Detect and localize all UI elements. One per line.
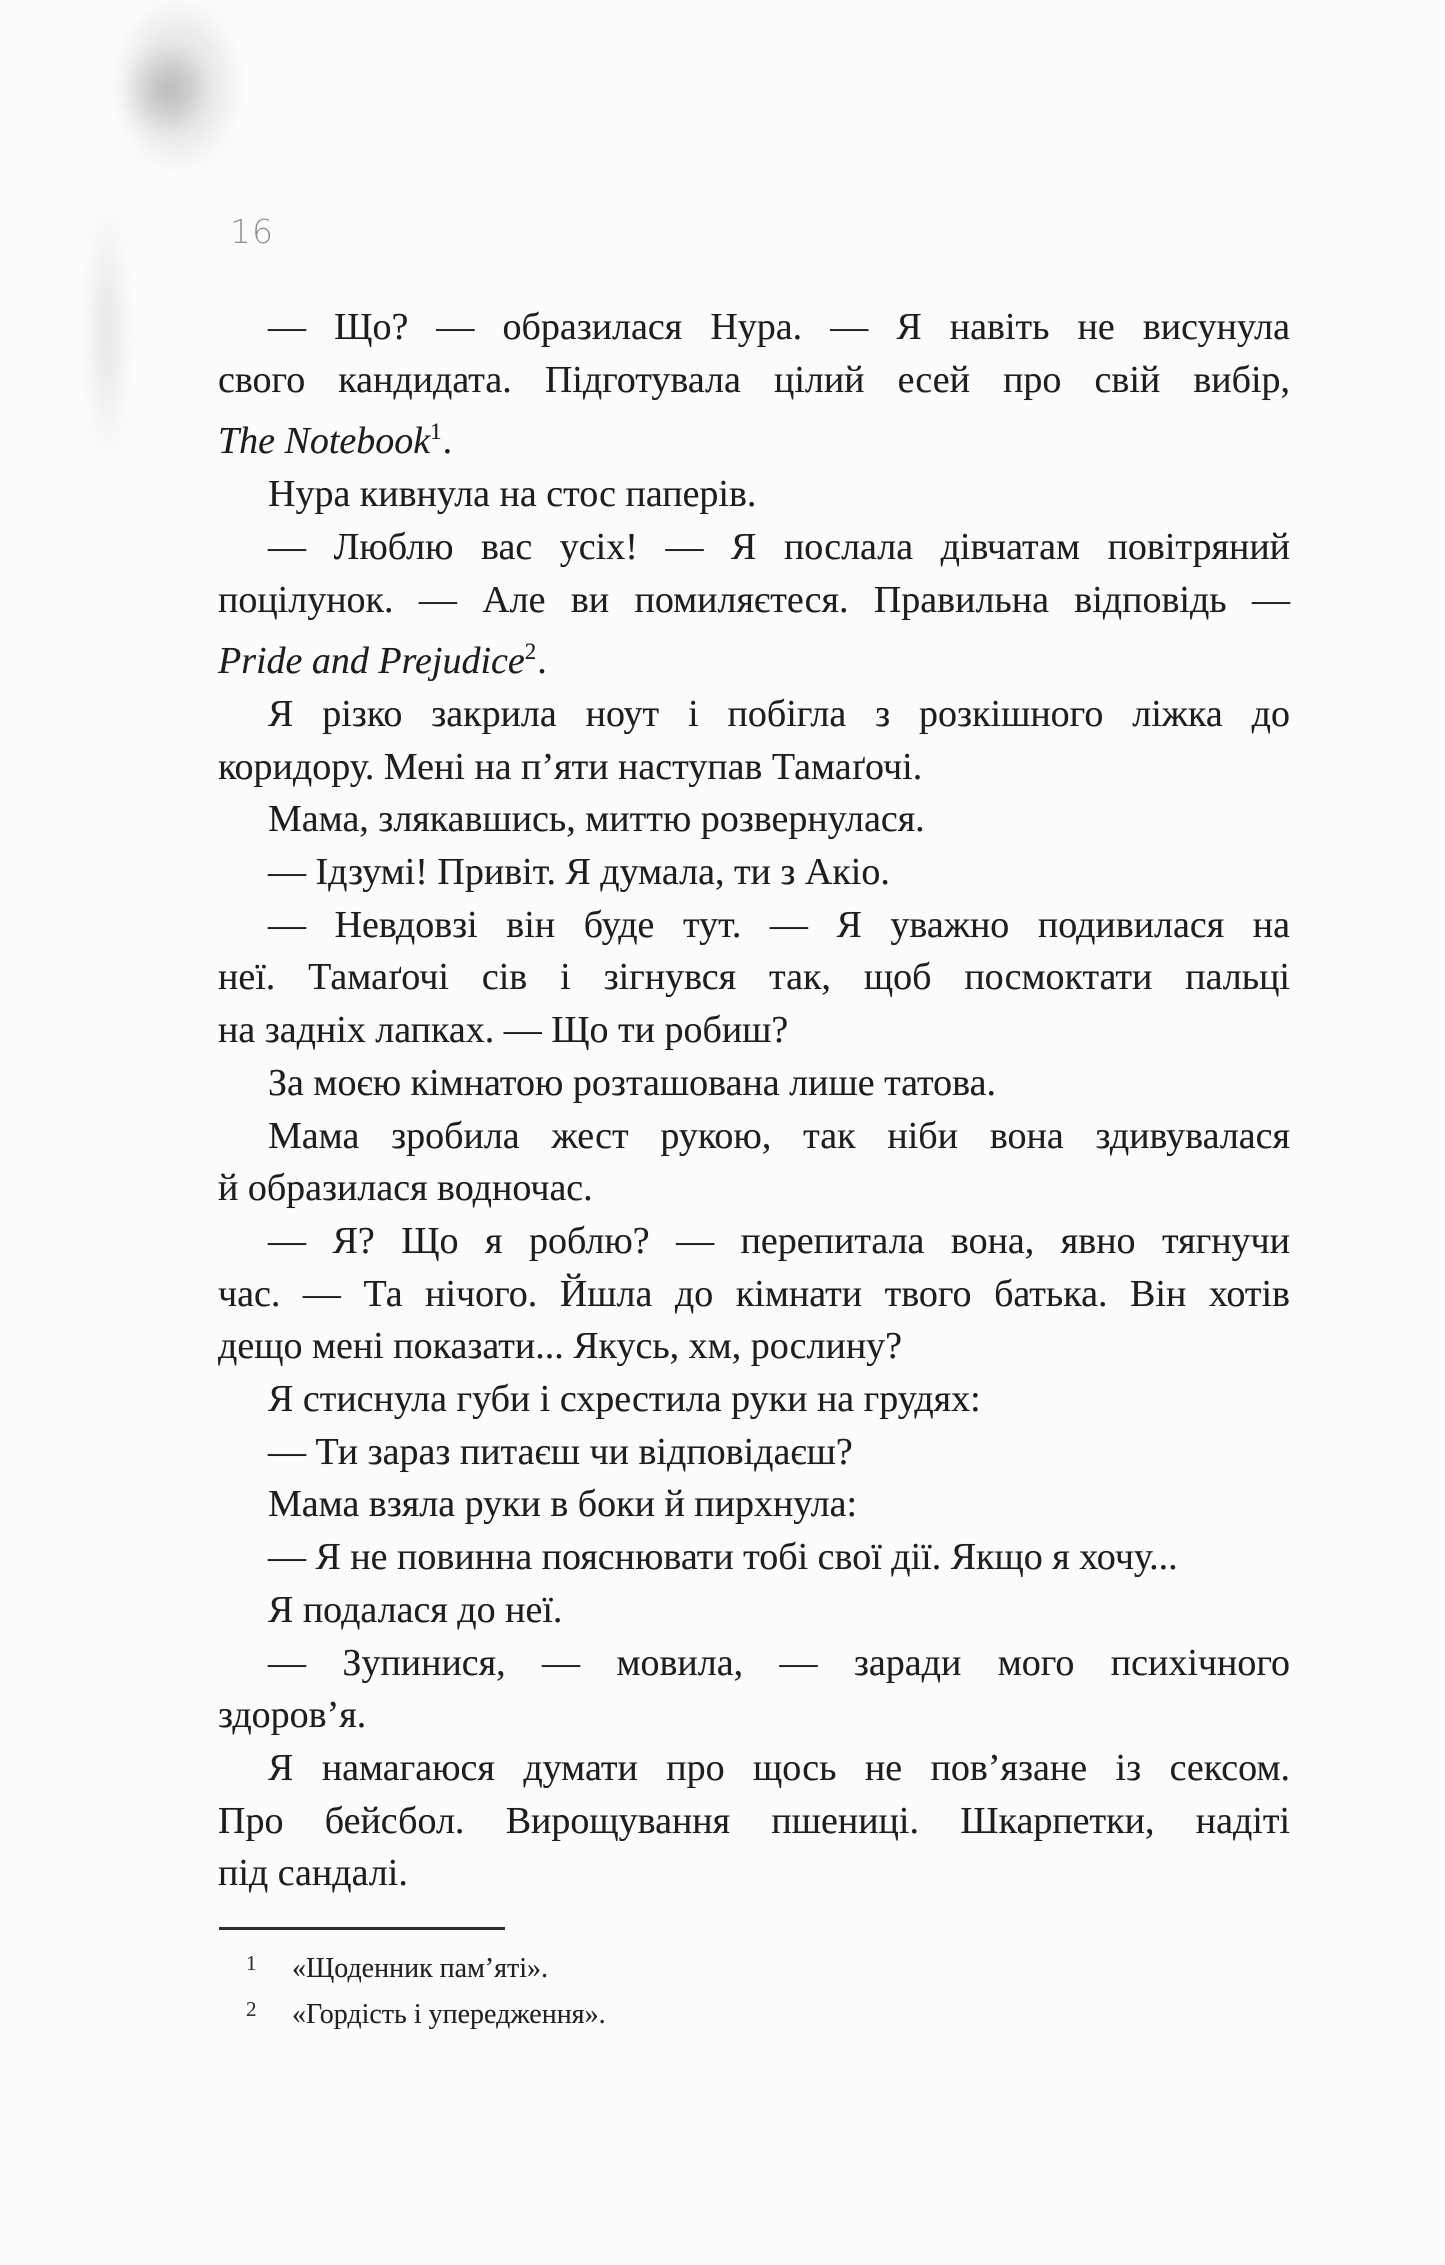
text-line: [218, 1320, 1290, 1373]
footnote-text: «Гордість і упередження».: [292, 1999, 606, 2030]
footnote-text: «Щоденник пам’яті».: [292, 1953, 549, 1984]
text-run: здоров’я.: [218, 1694, 367, 1737]
text-line: [218, 574, 1290, 627]
text-run: .: [442, 420, 453, 463]
text-run: — Я? Що я роблю? — перепитала вона, явно тягнучи: [268, 1219, 1290, 1262]
text-line: [218, 1162, 1290, 1215]
text-run: Я стиснула губи і схрестила руки на грудях:: [268, 1378, 981, 1421]
text-run: Я подалася до неї.: [268, 1588, 563, 1631]
text-line: [218, 793, 1290, 846]
text-line: [218, 1373, 1290, 1426]
text-run: коридору. Мені на п’яти наступав Тамаґочі.: [218, 745, 923, 788]
text-line: [218, 951, 1290, 1004]
footnote-marker: 2: [246, 1997, 257, 2021]
text-line: [218, 1215, 1290, 1268]
text-line: [218, 1584, 1290, 1637]
text-line: [218, 1268, 1290, 1321]
text-run: — Ти зараз питаєш чи відповідаєш?: [268, 1430, 853, 1473]
text-run: — Ідзумі! Привіт. Я думала, ти з Акіо.: [268, 851, 890, 894]
text-run: Мама зробила жест рукою, так ніби вона здивувалася: [268, 1114, 1290, 1157]
text-line: [218, 1426, 1290, 1479]
text-run: під сандалі.: [218, 1852, 408, 1895]
text-run: час. — Та нічого. Йшла до кімнати твого батька. Він хотів: [218, 1272, 1290, 1315]
page-number: 16: [230, 212, 274, 251]
text-line: [218, 1057, 1290, 1110]
text-run: Нура кивнула на стос паперів.: [268, 473, 757, 516]
scan-artifact: [108, 28, 223, 153]
text-run: — Зупинися, — мовила, — заради мого психічного: [268, 1641, 1290, 1684]
footnote-divider: [219, 1927, 505, 1930]
text-run: Про бейсбол. Вирощування пшениці. Шкарпетки, надіті: [218, 1799, 1290, 1842]
text-line: [218, 354, 1290, 407]
text-run: — Що? — образилася Нура. — Я навіть не висунула: [268, 306, 1290, 348]
text-run: Я намагаюся думати про щось не пов’язане із сексом.: [268, 1746, 1290, 1789]
text-run: свого кандидата. Підготувала цілий есей про свій вибір,: [218, 358, 1290, 401]
text-line: [218, 846, 1290, 899]
text-line: [218, 741, 1290, 794]
scan-artifact: [78, 165, 136, 500]
text-run: — Люблю вас усіх! — Я послала дівчатам повітряний: [268, 525, 1290, 568]
italic-title: The Notebook: [218, 420, 431, 463]
italic-title: Pride and Prejudice: [218, 640, 525, 683]
body-text: [218, 301, 1290, 1900]
text-line: [218, 1742, 1290, 1795]
text-line: [218, 301, 1290, 354]
text-line: [218, 626, 1290, 688]
text-line: [218, 521, 1290, 574]
text-line: [218, 1110, 1290, 1163]
footnote: [218, 1989, 1290, 2035]
text-run: — Невдовзі він буде тут. — Я уважно подивилася на: [268, 903, 1290, 946]
footnote-reference: 1: [430, 419, 443, 445]
scan-artifact: [85, 0, 270, 210]
text-run: на задніх лапках. — Що ти робиш?: [218, 1009, 789, 1052]
footnote: [218, 1943, 1290, 1989]
text-line: [218, 1795, 1290, 1848]
text-run: й образилася водночас.: [218, 1167, 593, 1210]
text-run: .: [537, 640, 547, 683]
text-line: [218, 899, 1290, 952]
text-run: Мама, злякавшись, миттю розвернулася.: [268, 798, 925, 841]
text-line: [218, 1689, 1290, 1742]
text-run: дещо мені показати... Якусь, хм, рослину?: [218, 1325, 903, 1368]
text-line: [218, 1531, 1290, 1584]
text-run: За моєю кімнатою розташована лише татова.: [268, 1061, 996, 1104]
text-line: [218, 1847, 1290, 1900]
text-line: [218, 688, 1290, 741]
text-line: [218, 406, 1290, 468]
text-run: Мама взяла руки в боки й пирхнула:: [268, 1483, 857, 1526]
footnote-marker: 1: [246, 1951, 257, 1975]
text-run: поцілунок. — Але ви помиляєтеся. Правильна відповідь —: [218, 578, 1290, 621]
text-line: [218, 1478, 1290, 1531]
text-line: [218, 468, 1290, 521]
text-line: [218, 1637, 1290, 1690]
text-run: неї. Тамаґочі сів і зігнувся так, щоб посмоктати пальці: [218, 956, 1290, 999]
text-run: — Я не повинна пояснювати тобі свої дії. Якщо я хочу...: [268, 1536, 1178, 1579]
text-run: Я різко закрила ноут і побігла з розкішного ліжка до: [268, 692, 1290, 735]
footnotes: [218, 1943, 1290, 2035]
footnote-reference: 2: [524, 639, 538, 665]
text-line: [218, 1004, 1290, 1057]
